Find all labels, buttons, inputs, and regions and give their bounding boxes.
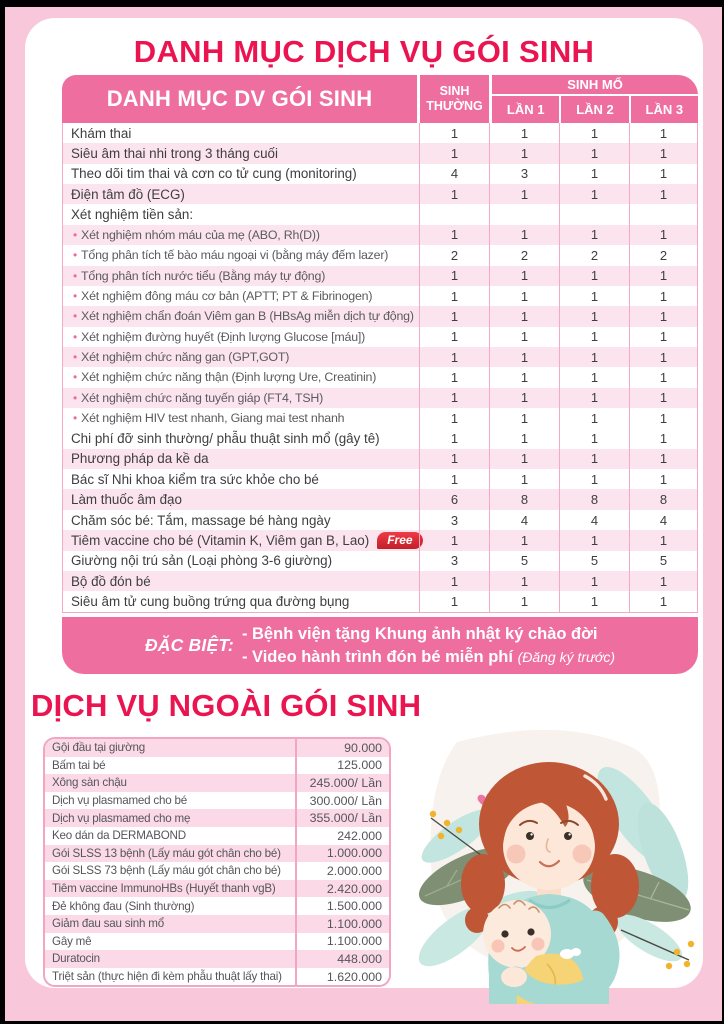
package-table-row: [63, 367, 697, 387]
count-lan-3: 1: [629, 530, 697, 550]
bullet-icon: •: [73, 268, 78, 283]
price-row: [45, 968, 389, 986]
count-lan-3: 1: [629, 266, 697, 286]
count-sinh-thuong: 1: [419, 286, 489, 306]
count-sinh-thuong: 1: [419, 388, 489, 408]
extra-service-price: 1.000.000: [326, 846, 382, 861]
count-lan-3: 1: [629, 388, 697, 408]
count-lan-3: 1: [629, 469, 697, 489]
count-lan-1: 1: [489, 266, 559, 286]
count-lan-3: 5: [629, 551, 697, 571]
header-csection-times: [492, 96, 698, 123]
count-lan-2: 1: [559, 306, 629, 326]
count-lan-3: 1: [629, 164, 697, 184]
extra-service-label: Gây mê: [45, 933, 297, 951]
count-lan-2: [559, 204, 629, 224]
price-row: [45, 827, 389, 845]
free-badge: Free: [377, 532, 422, 549]
extra-service-price: 2.420.000: [326, 881, 382, 896]
count-lan-1: 1: [489, 591, 559, 611]
header-lan-2: LẦN 2: [559, 96, 628, 123]
count-lan-1: 1: [489, 469, 559, 489]
service-label: Điện tâm đồ (ECG): [71, 186, 185, 202]
extra-service-label: Triệt sản (thực hiện đi kèm phẫu thuật lấy thai): [45, 968, 297, 986]
service-label: Tổng phân tích nước tiểu (Bằng máy tự động): [81, 268, 326, 283]
service-name-cell: [63, 510, 419, 530]
count-lan-1: 1: [489, 225, 559, 245]
special-note-lines: [242, 623, 615, 668]
bullet-icon: •: [73, 248, 78, 263]
package-table-row: [63, 266, 697, 286]
birth-package-table: [62, 75, 698, 613]
service-label: Xét nghiệm chức năng thận (Định lượng Ure, Creatinin): [81, 370, 377, 385]
package-table-row: [63, 123, 697, 143]
count-lan-1: 2: [489, 245, 559, 265]
count-sinh-thuong: 3: [419, 510, 489, 530]
count-sinh-thuong: 1: [419, 571, 489, 591]
count-lan-2: 1: [559, 469, 629, 489]
count-lan-1: 1: [489, 449, 559, 469]
package-table-row: [63, 428, 697, 448]
extra-service-label: Giảm đau sau sinh mổ: [45, 915, 297, 933]
package-table-body: [62, 123, 698, 613]
service-name-cell: [63, 571, 419, 591]
count-lan-2: 1: [559, 347, 629, 367]
header-csection-group: [492, 75, 698, 123]
extra-service-price: 1.100.000: [326, 934, 382, 949]
count-lan-1: 1: [489, 306, 559, 326]
extra-service-label: Gội đầu tại giường: [45, 739, 297, 757]
count-lan-3: 1: [629, 286, 697, 306]
count-lan-3: 1: [629, 449, 697, 469]
price-row: [45, 915, 389, 933]
count-sinh-thuong: 1: [419, 469, 489, 489]
extra-service-label: Dịch vụ plasmamed cho bé: [45, 792, 297, 810]
count-lan-1: 1: [489, 143, 559, 163]
service-label: Xét nghiệm chẩn đoán Viêm gan B (HBsAg miễn dịch tự động): [81, 309, 414, 324]
count-sinh-thuong: 1: [419, 327, 489, 347]
count-lan-1: 1: [489, 327, 559, 347]
package-table-row: [63, 510, 697, 530]
package-table-row: [63, 388, 697, 408]
extra-service-label: Gói SLSS 13 bệnh (Lấy máu gót chân cho bé): [45, 845, 297, 863]
extra-service-label: Tiêm vaccine ImmunoHBs (Huyết thanh vgB): [45, 880, 297, 898]
count-sinh-thuong: 4: [419, 164, 489, 184]
service-label: Siêu âm thai nhi trong 3 tháng cuối: [71, 146, 278, 162]
count-lan-2: 1: [559, 143, 629, 163]
extra-service-price: 245.000/ Lần: [309, 775, 382, 790]
count-sinh-thuong: 1: [419, 123, 489, 143]
service-label: Siêu âm tử cung buồng trứng qua đường bụng: [71, 593, 350, 609]
service-label: Tiêm vaccine cho bé (Vitamin K, Viêm gan B, Lao): [71, 532, 370, 548]
service-label: Xét nghiệm đường huyết (Định lượng Glucose [máu]): [81, 329, 366, 344]
service-label: Giường nội trú sản (Loại phòng 3-6 giường): [71, 553, 333, 569]
bullet-icon: •: [73, 289, 78, 304]
extra-service-price: 355.000/ Lần: [309, 811, 382, 826]
count-lan-3: 1: [629, 571, 697, 591]
header-normal-birth: SINH THƯỜNG: [420, 75, 492, 123]
count-lan-1: 1: [489, 347, 559, 367]
count-lan-1: 8: [489, 489, 559, 509]
service-name-cell: [63, 489, 419, 509]
service-label: Làm thuốc âm đạo: [71, 492, 182, 508]
count-lan-1: [489, 204, 559, 224]
count-lan-2: 8: [559, 489, 629, 509]
extra-service-price: 1.100.000: [326, 916, 382, 931]
count-lan-3: 1: [629, 367, 697, 387]
service-name-cell: [63, 306, 419, 326]
count-lan-1: 1: [489, 408, 559, 428]
count-lan-3: [629, 204, 697, 224]
package-table-row: [63, 286, 697, 306]
service-name-cell: [63, 469, 419, 489]
count-lan-3: 8: [629, 489, 697, 509]
service-label: Khám thai: [71, 125, 132, 141]
extra-service-label: Đẻ không đau (Sinh thường): [45, 897, 297, 915]
count-lan-2: 1: [559, 327, 629, 347]
service-label: Xét nghiệm đông máu cơ bản (APTT; PT & Fibrinogen): [81, 289, 373, 304]
price-row: [45, 809, 389, 827]
bullet-icon: •: [73, 370, 78, 385]
count-lan-1: 1: [489, 571, 559, 591]
count-lan-1: 1: [489, 388, 559, 408]
count-lan-2: 1: [559, 591, 629, 611]
mother-baby-illustration: [397, 724, 703, 1004]
count-lan-2: 1: [559, 388, 629, 408]
bullet-icon: •: [73, 329, 78, 344]
count-lan-2: 1: [559, 367, 629, 387]
count-lan-2: 4: [559, 510, 629, 530]
package-table-row: [63, 225, 697, 245]
count-lan-3: 1: [629, 591, 697, 611]
package-table-row: [63, 408, 697, 428]
service-name-cell: [63, 530, 419, 550]
count-lan-3: 1: [629, 408, 697, 428]
count-lan-2: 1: [559, 266, 629, 286]
header-lan-3: LẦN 3: [629, 96, 698, 123]
special-note-suffix: (Đăng ký trước): [517, 648, 616, 665]
count-lan-2: 1: [559, 571, 629, 591]
extra-service-label: Dịch vụ plasmamed cho mẹ: [45, 809, 297, 827]
package-table-row: [63, 449, 697, 469]
count-sinh-thuong: 1: [419, 306, 489, 326]
count-sinh-thuong: 1: [419, 367, 489, 387]
extra-service-label: Gói SLSS 73 bệnh (Lấy máu gót chân cho bé): [45, 862, 297, 880]
package-table-row: [63, 591, 697, 611]
count-lan-2: 1: [559, 408, 629, 428]
count-lan-3: 1: [629, 347, 697, 367]
count-lan-2: 1: [559, 123, 629, 143]
package-table-row: [63, 245, 697, 265]
count-lan-3: 1: [629, 327, 697, 347]
package-table-row: [63, 469, 697, 489]
count-lan-3: 1: [629, 184, 697, 204]
count-sinh-thuong: 1: [419, 408, 489, 428]
service-label: Chi phí đỡ sinh thường/ phẫu thuật sinh mổ (gây tê): [71, 431, 380, 447]
count-lan-1: 1: [489, 286, 559, 306]
count-lan-1: 4: [489, 510, 559, 530]
header-name-column: DANH MỤC DV GÓI SINH: [62, 75, 420, 123]
price-row: [45, 757, 389, 775]
count-lan-3: 1: [629, 428, 697, 448]
special-note-label: ĐẶC BIỆT:: [144, 635, 234, 655]
count-lan-3: 1: [629, 225, 697, 245]
service-name-cell: [63, 245, 419, 265]
price-row: [45, 845, 389, 863]
price-row: [45, 739, 389, 757]
service-name-cell: [63, 408, 419, 428]
bullet-icon: •: [73, 309, 78, 324]
package-table-row: [63, 143, 697, 163]
service-name-cell: [63, 347, 419, 367]
count-lan-3: 1: [629, 143, 697, 163]
count-sinh-thuong: 1: [419, 591, 489, 611]
extra-service-label: Xông sàn chậu: [45, 774, 297, 792]
count-lan-2: 1: [559, 530, 629, 550]
service-name-cell: [63, 449, 419, 469]
extra-service-price: 125.000: [337, 758, 382, 773]
service-name-cell: [63, 428, 419, 448]
service-label: Phương pháp da kề da: [71, 451, 209, 467]
service-name-cell: [63, 551, 419, 571]
extra-service-label: Duratocin: [45, 950, 297, 968]
count-sinh-thuong: 1: [419, 266, 489, 286]
count-lan-2: 1: [559, 184, 629, 204]
service-label: Chăm sóc bé: Tắm, massage bé hàng ngày: [71, 512, 331, 528]
extra-service-price: 1.620.000: [326, 969, 382, 984]
count-sinh-thuong: 1: [419, 530, 489, 550]
count-lan-1: 5: [489, 551, 559, 571]
extra-service-label: Bấm tai bé: [45, 757, 297, 775]
service-name-cell: [63, 143, 419, 163]
service-label: Tổng phân tích tế bào máu ngoại vi (bằng máy đếm lazer): [81, 248, 389, 263]
count-sinh-thuong: 1: [419, 347, 489, 367]
count-sinh-thuong: 2: [419, 245, 489, 265]
service-name-cell: [63, 286, 419, 306]
count-lan-2: 5: [559, 551, 629, 571]
price-row: [45, 950, 389, 968]
count-sinh-thuong: 1: [419, 225, 489, 245]
package-table-row: [63, 571, 697, 591]
extra-service-price: 242.000: [337, 828, 382, 843]
service-name-cell: [63, 123, 419, 143]
package-table-row: [63, 327, 697, 347]
package-table-row: [63, 204, 697, 224]
bullet-icon: •: [73, 350, 78, 365]
count-sinh-thuong: 3: [419, 551, 489, 571]
price-row: [45, 897, 389, 915]
count-sinh-thuong: 6: [419, 489, 489, 509]
package-table-row: [63, 306, 697, 326]
count-lan-1: 1: [489, 530, 559, 550]
service-name-cell: [63, 367, 419, 387]
count-lan-2: 1: [559, 449, 629, 469]
service-name-cell: [63, 204, 419, 224]
count-lan-2: 1: [559, 225, 629, 245]
special-note-line-1: - Bệnh viện tặng Khung ảnh nhật ký chào đời: [241, 625, 598, 644]
service-name-cell: [63, 184, 419, 204]
count-lan-2: 1: [559, 428, 629, 448]
header-lan-1: LẦN 1: [506, 102, 545, 117]
count-sinh-thuong: 1: [419, 143, 489, 163]
service-name-cell: [63, 327, 419, 347]
count-lan-1: 1: [489, 184, 559, 204]
count-sinh-thuong: 1: [419, 428, 489, 448]
count-lan-2: 2: [559, 245, 629, 265]
service-label: Bác sĩ Nhi khoa kiểm tra sức khỏe cho bé: [71, 471, 319, 487]
count-lan-1: 3: [489, 164, 559, 184]
header-csection: SINH MỔ: [492, 75, 698, 96]
price-row: [45, 933, 389, 951]
count-lan-2: 1: [559, 164, 629, 184]
count-lan-1: 1: [489, 123, 559, 143]
extra-service-price: 90.000: [344, 740, 382, 755]
service-label: Xét nghiệm tiền sản:: [71, 207, 194, 223]
package-table-row: [63, 164, 697, 184]
special-note-line-2: - Video hành trình đón bé miễn phí (Đăng ký trước): [241, 647, 616, 666]
price-row: [45, 862, 389, 880]
package-table-row: [63, 489, 697, 509]
price-row: [45, 880, 389, 898]
service-label: Theo dõi tim thai và cơn co tử cung (monitoring): [71, 166, 357, 182]
extra-services-title: DỊCH VỤ NGOÀI GÓI SINH: [31, 688, 422, 723]
service-label: Xét nghiệm chức năng tuyến giáp (FT4, TSH): [81, 390, 324, 405]
count-lan-2: 1: [559, 286, 629, 306]
extra-service-label: Keo dán da DERMABOND: [45, 827, 297, 845]
count-lan-1: 1: [489, 428, 559, 448]
count-sinh-thuong: 1: [419, 449, 489, 469]
service-label: Xét nghiệm nhóm máu của mẹ (ABO, Rh(D)): [81, 227, 320, 242]
service-label: Xét nghiệm chức năng gan (GPT,GOT): [81, 350, 290, 365]
bullet-icon: •: [73, 227, 78, 242]
extra-service-price: 1.500.000: [326, 899, 382, 914]
count-lan-3: 2: [629, 245, 697, 265]
count-sinh-thuong: 1: [419, 184, 489, 204]
service-name-cell: [63, 225, 419, 245]
service-label: Xét nghiệm HIV test nhanh, Giang mai test nhanh: [81, 411, 345, 426]
package-table-row: [63, 551, 697, 571]
count-lan-3: 1: [629, 123, 697, 143]
page-title: DANH MỤC DỊCH VỤ GÓI SINH: [133, 34, 595, 69]
count-sinh-thuong: [419, 204, 489, 224]
package-table-row: [63, 530, 697, 550]
extra-service-price: 448.000: [337, 951, 382, 966]
count-lan-3: 1: [629, 306, 697, 326]
content-card: [25, 18, 703, 988]
service-name-cell: [63, 266, 419, 286]
special-note-banner: [62, 617, 698, 674]
service-name-cell: [63, 164, 419, 184]
extra-services-table: [43, 737, 391, 987]
count-lan-3: 4: [629, 510, 697, 530]
price-row: [45, 774, 389, 792]
table-header: [62, 75, 698, 123]
extra-service-price: 2.000.000: [326, 863, 382, 878]
package-table-row: [63, 347, 697, 367]
service-name-cell: [63, 591, 419, 611]
service-name-cell: [63, 388, 419, 408]
bullet-icon: •: [73, 411, 78, 426]
package-table-row: [63, 184, 697, 204]
price-row: [45, 792, 389, 810]
bullet-icon: •: [73, 390, 78, 405]
extra-service-price: 300.000/ Lần: [309, 793, 382, 808]
poster-background: [5, 7, 722, 1021]
count-lan-1: 1: [489, 367, 559, 387]
service-label: Bộ đồ đón bé: [71, 573, 151, 589]
